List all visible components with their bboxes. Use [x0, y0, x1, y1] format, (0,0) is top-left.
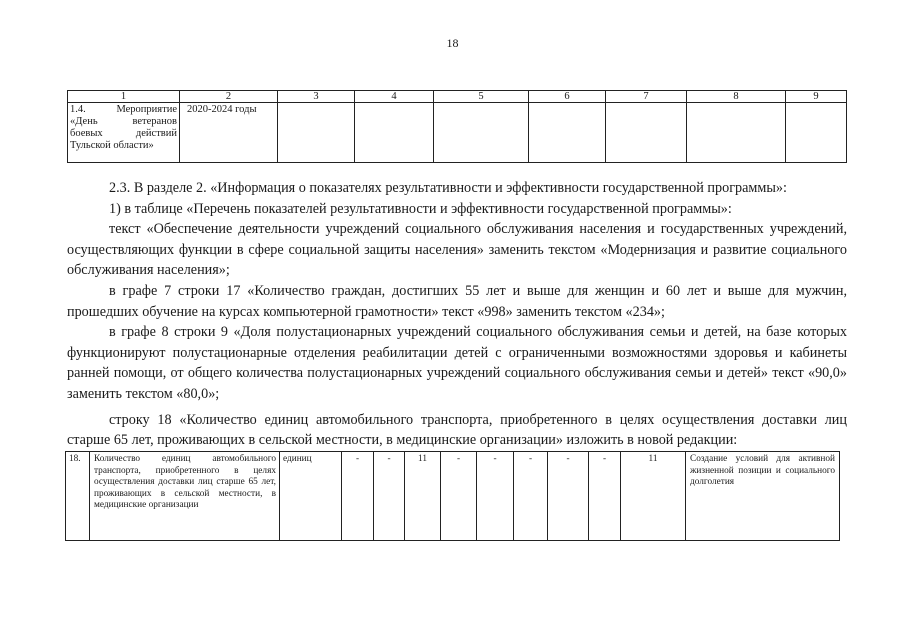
bottom-table	[65, 451, 840, 541]
column-number: 4	[355, 91, 434, 103]
value-cell: -	[342, 452, 374, 541]
column-number: 7	[606, 91, 687, 103]
value-cell: -	[477, 452, 514, 541]
column-number: 9	[786, 91, 847, 103]
paragraph-row-18: строку 18 «Количество единиц автомобильного транспорта, приобретенного в целях осуществления доставки лиц старше 65 лет, проживающих в сельской местности, в медицинские организации» изложить в новой редакции:	[67, 411, 847, 449]
value-cell: 11	[621, 452, 686, 541]
unit-cell: единиц	[280, 452, 342, 541]
column-number: 2	[180, 91, 278, 103]
empty-cell	[434, 103, 529, 163]
goal-cell: Создание условий для активной жизненной позиции и социального долголетия	[686, 452, 840, 541]
value-cell: -	[548, 452, 589, 541]
value-cell: -	[589, 452, 621, 541]
column-number: 5	[434, 91, 529, 103]
table-row	[68, 103, 847, 163]
column-number: 1	[68, 91, 180, 103]
empty-cell	[355, 103, 434, 163]
table-header-row	[68, 91, 847, 103]
paragraph-row-17: в графе 7 строки 17 «Количество граждан, достигших 55 лет и выше для женщин и 60 лет и выше для мужчин, прошедших обучение на курсах компьютерной грамотности» текст «998» заменить текстом «234»;	[67, 282, 847, 320]
page-number: 18	[446, 36, 459, 50]
period-cell: 2020-2024 годы	[180, 103, 278, 163]
value-cell: -	[374, 452, 405, 541]
body-text	[67, 178, 847, 451]
table-row	[66, 452, 840, 541]
paragraph-text-replacement: текст «Обеспечение деятельности учреждений социального обслуживания населения и государственных учреждений, осуществляющих функции в сфере социальной защиты населения» заменить текстом «Модернизация и развитие социального обслуживания населения»;	[67, 221, 847, 279]
empty-cell	[687, 103, 786, 163]
column-number: 6	[529, 91, 606, 103]
column-number: 3	[278, 91, 355, 103]
value-cell: 11	[405, 452, 441, 541]
event-cell: 1.4. Мероприятие «День ветеранов боевых действий Тульской области»	[68, 103, 180, 163]
value-cell: -	[514, 452, 548, 541]
paragraph-row-9: в графе 8 строки 9 «Доля полустационарных учреждений социального обслуживания семьи и детей, на базе которых функционируют полустационарные отделения реабилитации детей с ограниченными возможностями здоровья и кабинеты ранней помощи, от общего количества полустационарных учреждений социального обслуживания семьи и детей» текст «90,0» заменить текстом «80,0»;	[67, 324, 847, 402]
paragraph-table-reference: 1) в таблице «Перечень показателей результативности и эффективности государственной программы»:	[109, 200, 732, 217]
value-cell: -	[441, 452, 477, 541]
empty-cell	[606, 103, 687, 163]
empty-cell	[278, 103, 355, 163]
paragraph-section-2-3: 2.3. В разделе 2. «Информация о показателях результативности и эффективности государственной программы»:	[109, 180, 787, 196]
indicator-cell: Количество единиц автомобильного транспорта, приобретенного в целях осуществления доставки лиц старше 65 лет, проживающих в сельской местности, в медицинские организации	[90, 452, 280, 541]
empty-cell	[786, 103, 847, 163]
row-number-cell: 18.	[66, 452, 90, 541]
top-table	[67, 90, 847, 163]
column-number: 8	[687, 91, 786, 103]
empty-cell	[529, 103, 606, 163]
